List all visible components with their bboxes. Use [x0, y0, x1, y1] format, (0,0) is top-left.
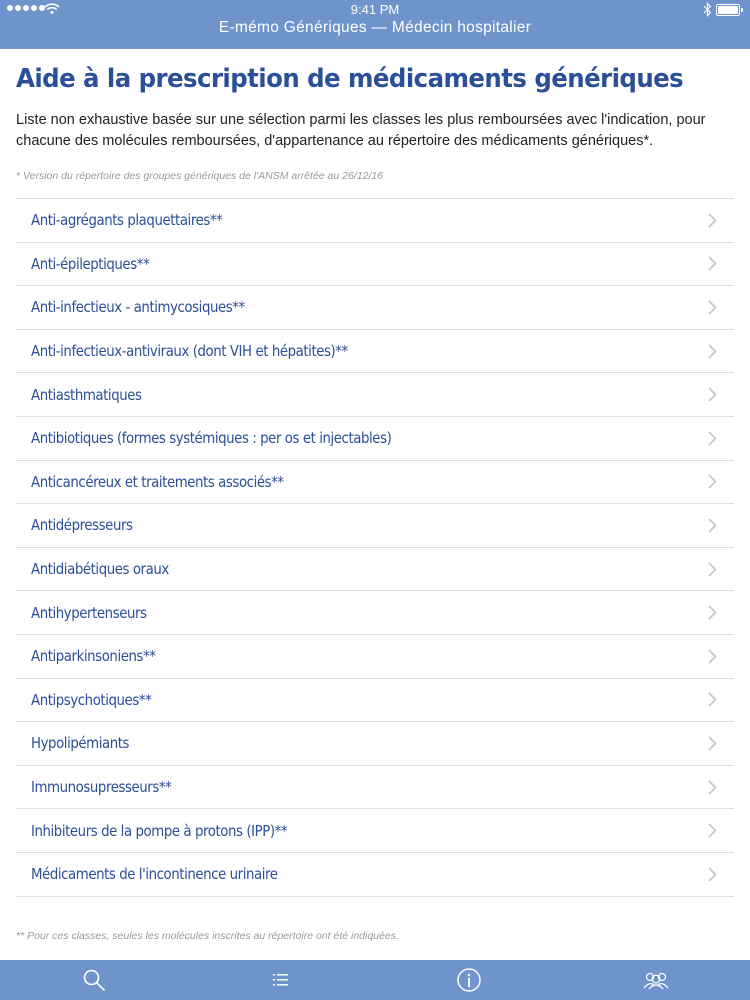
list-item[interactable] [16, 766, 734, 810]
version-note: * Version du répertoire des groupes génériques de l'ANSM arrêtée au 26/12/16 [16, 170, 384, 182]
chevron-right-icon [706, 735, 718, 751]
footnote: ** Pour ces classes, seules les molécules inscrites au répertoire ont été indiquées. [16, 930, 399, 942]
chevron-right-icon [706, 430, 718, 446]
tab-list[interactable] [188, 960, 376, 1000]
list-item[interactable] [16, 548, 734, 592]
chevron-right-icon [706, 779, 718, 795]
list-item[interactable] [16, 461, 734, 505]
intro-text: Liste non exhaustive basée sur une sélection parmi les classes les plus remboursées avec l'indication, pour chacune des molécules remboursées, d'appartenance au répertoire des médicaments génériques*. [16, 112, 706, 149]
chevron-right-icon [706, 299, 718, 315]
chevron-right-icon [706, 648, 718, 664]
info-icon [456, 967, 482, 993]
list-item-label: Anti-infectieux - antimycosiques** [31, 298, 245, 317]
list-item[interactable] [16, 809, 734, 853]
list-item-label: Antidépresseurs [31, 516, 133, 535]
list-item-label: Antipsychotiques** [31, 690, 152, 709]
people-icon [642, 969, 670, 991]
chevron-right-icon [706, 387, 718, 403]
list-item[interactable] [16, 504, 734, 548]
chevron-right-icon [706, 823, 718, 839]
list-item[interactable] [16, 591, 734, 635]
list-item[interactable] [16, 330, 734, 374]
list-item[interactable] [16, 243, 734, 287]
search-icon [82, 968, 106, 992]
list-item-label: Immunosupresseurs** [31, 778, 172, 797]
list-item[interactable] [16, 722, 734, 766]
tab-info[interactable] [375, 960, 563, 1000]
list-item-label: Antiparkinsoniens** [31, 647, 156, 666]
list-item[interactable] [16, 679, 734, 723]
list-item-label: Antidiabétiques oraux [31, 560, 169, 579]
list-item[interactable] [16, 199, 734, 243]
category-list [16, 198, 734, 897]
chevron-right-icon [706, 866, 718, 882]
status-bar [0, 0, 750, 20]
list-item-label: Hypolipémiants [31, 734, 130, 753]
chevron-right-icon [706, 605, 718, 621]
list-item-label: Antiasthmatiques [31, 385, 142, 404]
tab-bar [0, 960, 750, 1000]
list-item[interactable] [16, 635, 734, 679]
page-title: Aide à la prescription de médicaments génériques [16, 64, 684, 94]
chevron-right-icon [706, 692, 718, 708]
list-item-label: Anticancéreux et traitements associés** [31, 472, 284, 491]
tab-people[interactable] [563, 960, 750, 1000]
list-item-label: Antibiotiques (formes systémiques : per os et injectables) [31, 429, 392, 448]
list-item[interactable] [16, 286, 734, 330]
status-time: 9:41 PM [350, 2, 400, 17]
top-bar [0, 0, 750, 49]
chevron-right-icon [706, 343, 718, 359]
chevron-right-icon [706, 517, 718, 533]
list-item[interactable] [16, 853, 734, 897]
chevron-right-icon [706, 474, 718, 490]
list-item-label: Anti-épileptiques** [31, 254, 150, 273]
list-item[interactable] [16, 373, 734, 417]
list-item-label: Anti-infectieux-antiviraux (dont VIH et hépatites)** [31, 342, 348, 361]
list-item-label: Antihypertenseurs [31, 603, 147, 622]
list-item-label: Médicaments de l'incontinence urinaire [31, 865, 278, 884]
list-icon [271, 971, 291, 989]
chevron-right-icon [706, 256, 718, 272]
nav-title: E-mémo Génériques — Médecin hospitalier [218, 19, 532, 36]
chevron-right-icon [706, 212, 718, 228]
list-item[interactable] [16, 417, 734, 461]
battery-icon [716, 4, 740, 16]
tab-search[interactable] [0, 960, 188, 1000]
list-item-label: Inhibiteurs de la pompe à protons (IPP)** [31, 821, 288, 840]
chevron-right-icon [706, 561, 718, 577]
bluetooth-icon [703, 2, 712, 17]
list-item-label: Anti-agrégants plaquettaires** [31, 211, 223, 230]
